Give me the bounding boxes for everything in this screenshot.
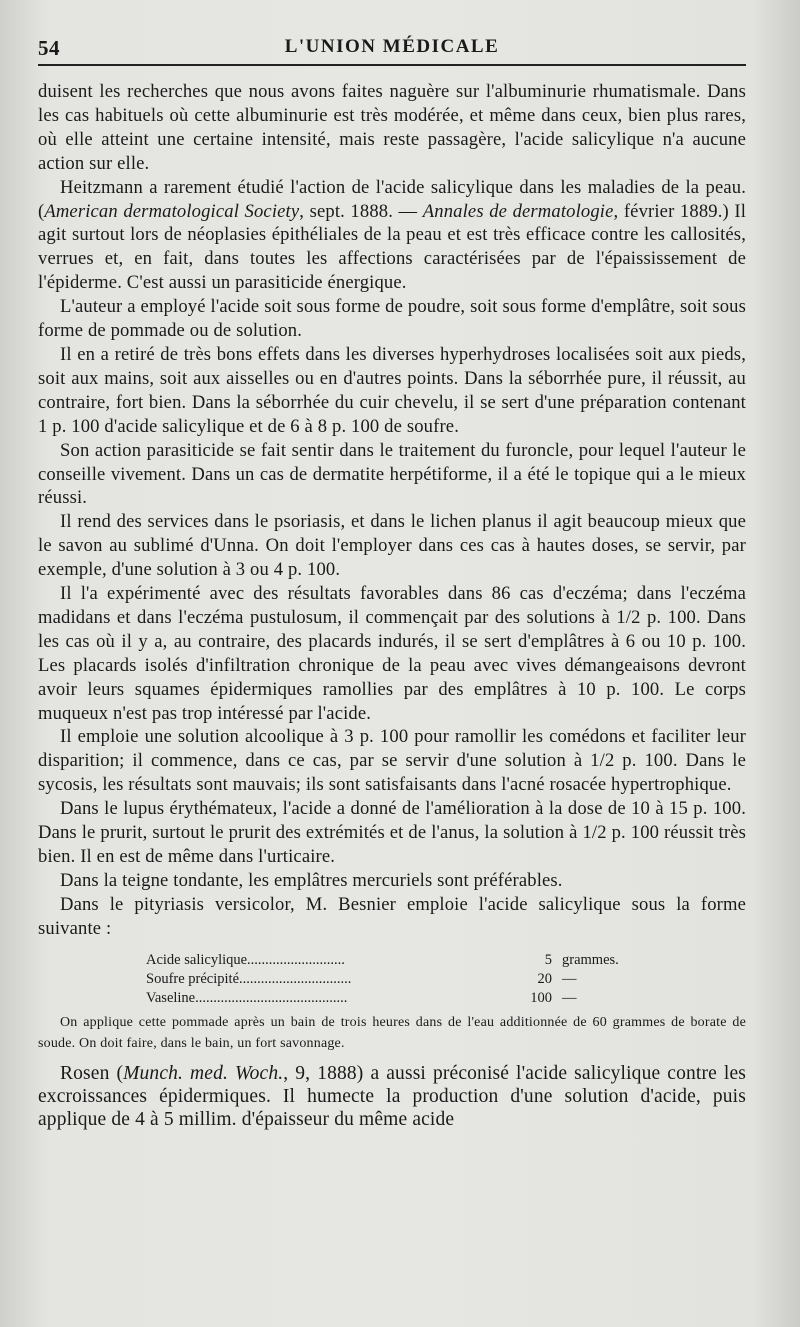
paragraph: Dans la teigne tondante, les emplâtres mercuriels sont préférables. bbox=[60, 869, 563, 891]
paragraph-rosen bbox=[38, 1062, 746, 1131]
prescription-formula bbox=[38, 951, 746, 1008]
ingredient-name: Vaseline.......................................... bbox=[146, 989, 348, 1006]
article-body bbox=[38, 80, 746, 941]
journal-title: Annales de dermatologie bbox=[422, 200, 614, 222]
ingredient-unit: grammes. bbox=[562, 951, 619, 968]
header-rule bbox=[38, 64, 746, 66]
running-title: L'UNION MÉDICALE bbox=[284, 36, 500, 57]
paragraph: Dans le lupus érythémateux, l'acide a donné de l'amélioration à la dose de 10 à 15 p. 100. Dans le prurit, surtout le prurit des extrémités et de l'anus, la solution à 1/2 p. 100 réussit très bien. Il en est de même dans l'urticaire. bbox=[38, 798, 746, 867]
ingredient-quantity: 100 bbox=[530, 989, 552, 1006]
paragraph-text: , février 1889.) Il agit surtout lors de néoplasies épithéliales de la peau et est très efficace contre les callosités, verrues et, en fait, dans toutes les affections caractérisées par de l'épaississement de l'épiderme. C'est aussi un parasiticide énergique. bbox=[38, 200, 747, 294]
paragraph: Il l'a expérimenté avec des résultats favorables dans 86 cas d'eczéma; dans l'eczéma madidans et dans l'eczéma pustulosum, il commençait par des solutions à 1/2 p. 100. Dans les cas où il y a, au contraire, des placards indurés, il se sert d'emplâtres à 6 ou 10 p. 100. Les placards isolés d'infiltration chronique de la peau avec vives démangeaisons devront avoir leurs squames épidermiques ramollies par des emplâtres à 10 p. 100. Le corps muqueux n'est pas trop intéressé par l'acide. bbox=[38, 583, 746, 724]
page-number: 54 bbox=[38, 36, 60, 60]
formula-row bbox=[146, 951, 746, 970]
page-header bbox=[38, 30, 746, 64]
ingredient-quantity: 20 bbox=[537, 970, 552, 987]
ingredient-unit: — bbox=[562, 970, 577, 987]
paragraph: Il emploie une solution alcoolique à 3 p. 100 pour ramollir les comédons et faciliter leur disparition; il commence, dans ce cas, par se servir d'une solution à 1/2 p. 100. Dans le sycosis, les résultats sont mauvais; ils sont satisfaisants dans l'acné rosacée hypertrophique. bbox=[38, 726, 746, 796]
article-body-continued bbox=[38, 1062, 746, 1131]
paragraph: L'auteur a employé l'acide soit sous forme de poudre, soit sous forme d'emplâtre, soit sous forme de pommade ou de solution. bbox=[38, 296, 746, 342]
paragraph-heitzmann bbox=[38, 176, 746, 296]
paragraph: Dans le pityriasis versicolor, M. Besnier emploie l'acide salicylique sous la forme suivante : bbox=[38, 893, 746, 939]
paragraph-text: Rosen ( bbox=[60, 1062, 124, 1084]
ingredient-name: Soufre précipité............................... bbox=[146, 970, 352, 987]
paragraph: Son action parasiticide se fait sentir dans le traitement du furoncle, pour lequel l'auteur le conseille vivement. Dans un cas de dermatite herpétiforme, il a été le topique qui a le mieux réussi. bbox=[38, 439, 746, 509]
paragraph-text: Heitzmann a rarement étudié l'action de l'acide salicylique dans les maladies de la peau. ( bbox=[38, 176, 746, 222]
formula-row bbox=[146, 970, 746, 989]
paragraph-text: , sept. 1888. — bbox=[299, 200, 423, 222]
ingredient-unit: — bbox=[562, 989, 577, 1006]
application-note: On applique cette pommade après un bain de trois heures dans de l'eau additionnée de 60 grammes de borate de soude. On doit faire, dans le bain, un fort savonnage. bbox=[38, 1014, 746, 1051]
formula-row bbox=[146, 989, 746, 1008]
paragraph: Il en a retiré de très bons effets dans les diverses hyperhydroses localisées soit aux pieds, soit aux mains, soit aux aisselles ou en d'autres points. Dans la séborrhée pure, il réussit, au contraire, fort bien. Dans la séborrhée du cuir chevelu, il se sert d'une préparation contenant 1 p. 100 d'acide salicylique et de 6 à 8 p. 100 de soufre. bbox=[38, 343, 746, 437]
paragraph-text: , 9, 1888) a aussi préconisé l'acide salicylique contre les excroissances épidermiques. Il humecte la production d'une solution d'acide, puis applique de 4 à 5 millim. d'épaisseur du même acide bbox=[38, 1062, 747, 1130]
ingredient-name: Acide salicylique........................... bbox=[146, 951, 345, 968]
paragraph: Il rend des services dans le psoriasis, et dans le lichen planus il agit beaucoup mieux que le savon au sublimé d'Unna. On doit l'employer dans ces cas à hautes doses, se servir, par exemple, d'une solution à 3 ou 4 p. 100. bbox=[38, 511, 746, 581]
ingredient-quantity: 5 bbox=[544, 951, 552, 968]
journal-title: Munch. med. Woch. bbox=[123, 1062, 284, 1084]
paragraph-continuation: duisent les recherches que nous avons faites naguère sur l'albuminurie rhumatismale. Dans les cas habituels où cette albuminurie est très modérée, et même dans ceux, bien plus rares, où elle atteint une certaine intensité, mais reste passagère, l'acide salicylique n'a aucune action sur elle. bbox=[38, 81, 746, 174]
journal-title: American dermatological Society bbox=[44, 200, 300, 222]
